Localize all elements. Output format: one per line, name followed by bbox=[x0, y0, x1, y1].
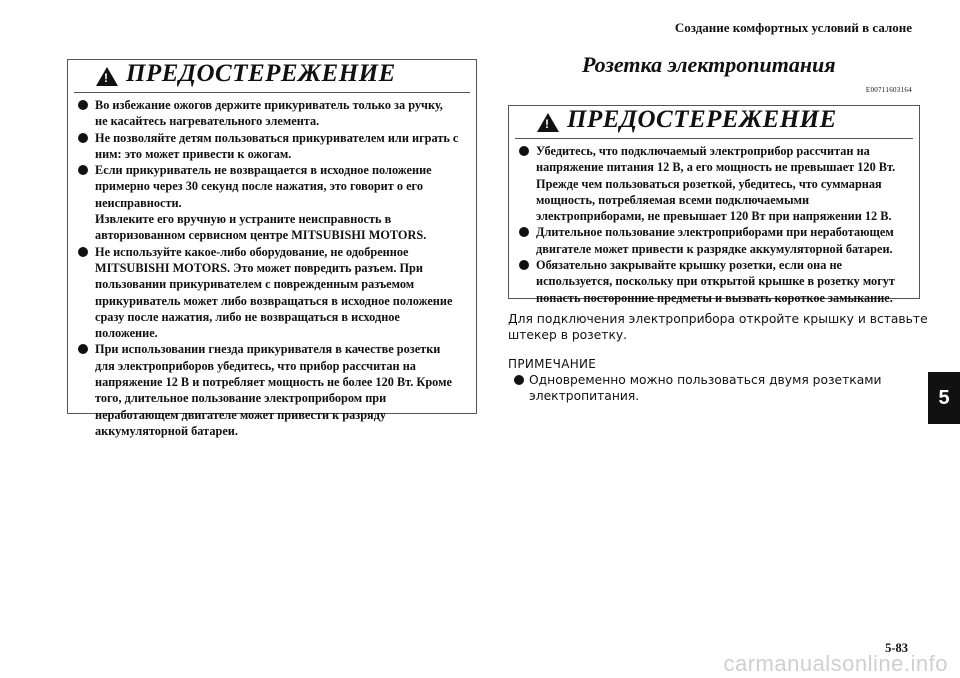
warning-item-line: неисправности. bbox=[95, 195, 182, 210]
warning-item-line: не касайтесь нагревательного элемента. bbox=[95, 114, 320, 129]
warning-item bbox=[78, 162, 466, 243]
warning-item-line: Прежде чем пользоваться розеткой, убедитесь, что суммарная bbox=[536, 176, 882, 191]
chapter-header: Создание комфортных условий в салоне bbox=[674, 20, 912, 35]
warning-title: ПРЕДОСТЕРЕЖЕНИЕ bbox=[567, 106, 837, 133]
warning-item bbox=[519, 257, 909, 306]
warning-item-line: Обязательно закрывайте крышку розетки, если она не bbox=[536, 258, 843, 273]
warning-items-list bbox=[519, 143, 909, 306]
paragraph-line: штекер в розетку. bbox=[508, 328, 628, 342]
warning-box-socket bbox=[508, 105, 920, 305]
warning-item-line: напряжение 12 В и потребляет мощность не более 120 Вт. Кроме bbox=[95, 375, 452, 390]
warning-item-line: попасть посторонние предметы и вызвать короткое замыкание. bbox=[536, 290, 893, 305]
watermark: carmanualsonline.info bbox=[723, 651, 948, 676]
bullet-icon bbox=[519, 146, 529, 156]
warning-item bbox=[519, 224, 909, 257]
note-item bbox=[514, 372, 882, 404]
instruction-paragraph bbox=[508, 311, 928, 343]
note-line: электропитания. bbox=[529, 389, 640, 403]
warning-item-line: MITSUBISHI MOTORS. Это может повредить разъем. При bbox=[95, 260, 423, 275]
warning-item bbox=[78, 244, 466, 342]
warning-item-line: для электроприборов убедитесь, что прибор рассчитан на bbox=[95, 358, 416, 373]
warning-item-line: Длительное пользование электроприборами при неработающем bbox=[536, 225, 894, 240]
warning-triangle-icon: ! bbox=[96, 67, 118, 86]
note-line: Одновременно можно пользоваться двумя розетками bbox=[529, 373, 882, 387]
bullet-icon bbox=[78, 133, 88, 143]
warning-item bbox=[78, 130, 466, 163]
warning-item-line: аккумуляторной батареи. bbox=[95, 423, 238, 438]
warning-triangle-icon: ! bbox=[537, 113, 559, 132]
warning-item-line: Убедитесь, что подключаемый электроприбор рассчитан на bbox=[536, 144, 870, 158]
warning-items-list bbox=[78, 97, 466, 439]
warning-item-line: авторизованном сервисном центре MITSUBISHI MOTORS. bbox=[95, 228, 427, 243]
bullet-icon bbox=[519, 260, 529, 270]
warning-item-line: Если прикуриватель не возвращается в исходное положение bbox=[95, 163, 432, 178]
warning-item-line: Извлеките его вручную и устраните неисправность в bbox=[95, 212, 392, 227]
bullet-icon bbox=[78, 165, 88, 175]
chapter-tab: 5 bbox=[928, 372, 960, 424]
warning-item-line: При использовании гнезда прикуривателя в качестве розетки bbox=[95, 342, 441, 357]
warning-item-line: сразу после нажатия, либо не возвращаться в исходное bbox=[95, 309, 400, 324]
warning-item-line: мощность, потребляемая всеми подключаемыми bbox=[536, 192, 810, 207]
bullet-icon bbox=[514, 375, 524, 385]
bullet-icon bbox=[78, 247, 88, 257]
bullet-icon bbox=[519, 227, 529, 237]
warning-title-bar bbox=[515, 106, 913, 139]
warning-item-line: Во избежание ожогов держите прикуриватель только за ручку, bbox=[95, 98, 443, 112]
bullet-icon bbox=[78, 100, 88, 110]
warning-item-line: положение. bbox=[95, 326, 158, 341]
warning-item-line: используется, поскольку при открытой крышке в розетку могут bbox=[536, 274, 895, 289]
warning-title-bar bbox=[74, 60, 470, 93]
warning-box-lighter bbox=[67, 59, 477, 438]
warning-item-line: двигателе может привести к разрядке аккумуляторной батареи. bbox=[536, 241, 893, 256]
paragraph-line: Для подключения электроприбора откройте крышку и вставьте bbox=[508, 312, 928, 326]
section-title: Розетка электропитания bbox=[582, 52, 836, 77]
bullet-icon bbox=[78, 344, 88, 354]
warning-item-line: Не используйте какое-либо оборудование, не одобренное bbox=[95, 244, 409, 259]
warning-item-line: напряжение питания 12 В, а его мощность не превышает 120 Вт. bbox=[536, 160, 896, 175]
warning-title: ПРЕДОСТЕРЕЖЕНИЕ bbox=[126, 60, 396, 87]
warning-item-line: электроприборами, не превышает 120 Вт при напряжении 12 В. bbox=[536, 209, 892, 224]
warning-item-line: Не позволяйте детям пользоваться прикуривателем или играть с bbox=[95, 130, 459, 145]
warning-item-line: примерно через 30 секунд после нажатия, это говорит о его bbox=[95, 179, 423, 194]
warning-item bbox=[78, 97, 466, 130]
warning-item-line: неработающем двигателе может привести к разряду bbox=[95, 407, 387, 422]
warning-item-line: прикуриватель может либо возвращаться в исходное положение bbox=[95, 293, 453, 308]
warning-item-line: пользовании прикуривателем с поврежденным разъемом bbox=[95, 277, 415, 292]
section-code: E00711603164 bbox=[865, 86, 912, 94]
warning-item bbox=[78, 341, 466, 439]
warning-item-line: того, длительное пользование электроприбором при bbox=[95, 391, 387, 406]
note-label: ПРИМЕЧАНИЕ bbox=[508, 357, 597, 371]
page-number: 5-83 bbox=[885, 641, 908, 655]
warning-item-line: ним: это может привести к ожогам. bbox=[95, 146, 292, 161]
warning-item bbox=[519, 143, 909, 224]
